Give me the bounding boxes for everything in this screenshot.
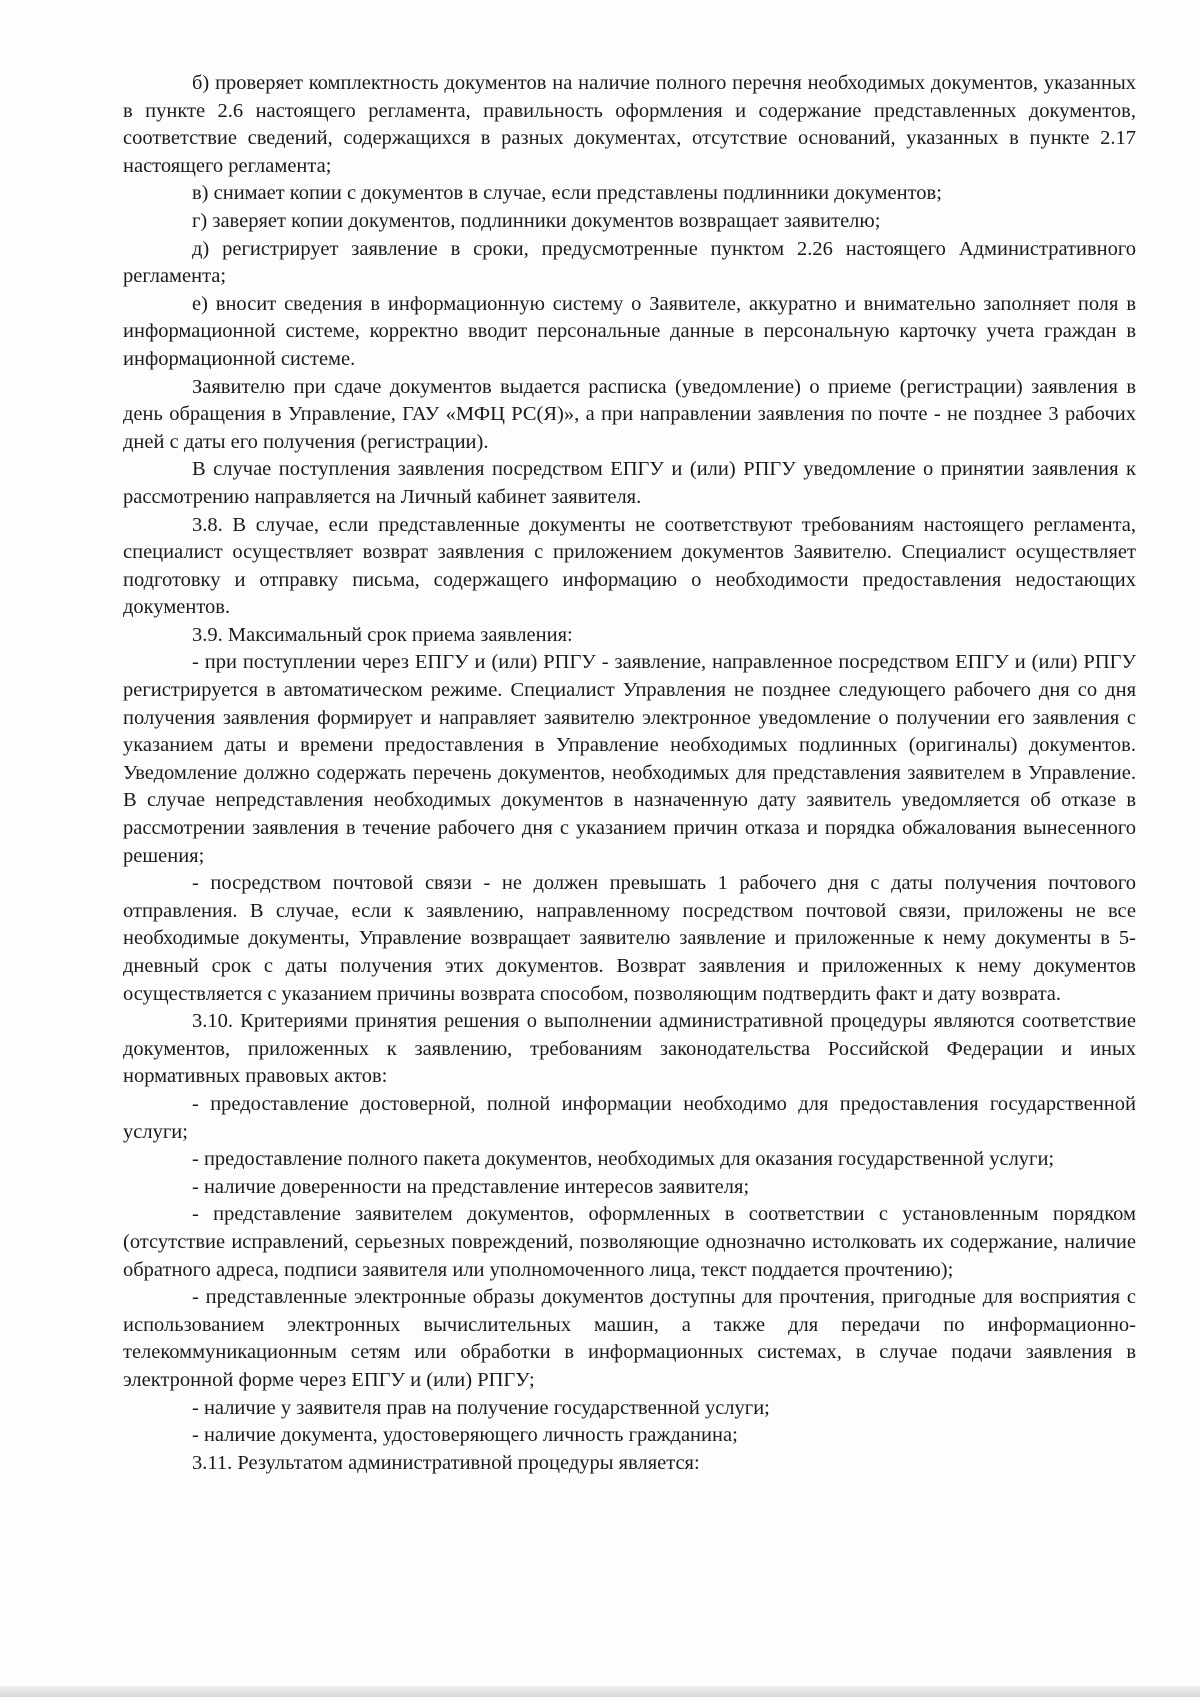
paragraph-item-v: в) снимает копии с документов в случае, если представлены подлинники документов; <box>192 182 942 205</box>
paragraph-3-11: 3.11. Результатом административной процедуры является: <box>192 1451 700 1474</box>
document-body <box>123 70 1136 1477</box>
paragraph-criterion-7: - наличие документа, удостоверяющего личность гражданина; <box>192 1424 738 1447</box>
paragraph-criterion-1: - предоставление достоверной, полной информации необходимо для предоставления государственной услуги; <box>123 1092 1136 1143</box>
paragraph-criterion-6: - наличие у заявителя прав на получение государственной услуги; <box>192 1396 770 1419</box>
paragraph-3-10: 3.10. Критериями принятия решения о выполнении административной процедуры являются соответствие документов, приложенных к заявлению, требованиям законодательства Российской Федерации и иных нормативных правовых актов: <box>123 1010 1136 1088</box>
paragraph-criterion-5: - представленные электронные образы документов доступны для прочтения, пригодные для восприятия с использованием электронных вычислительных машин, а также для передачи по информационно-телекоммуникационным сетям или обработки в информационных системах, в случае подачи заявления в электронной форме через ЕПГУ и (или) РПГУ; <box>123 1286 1136 1391</box>
paragraph-3-9-epgu: - при поступлении через ЕПГУ и (или) РПГУ - заявление, направленное посредством ЕПГУ и (или) РПГУ регистрируется в автоматическом режиме. Специалист Управления не позднее следующего рабочего дня со дня получения заявления формирует и направляет заявителю электронное уведомление о получении его заявления с указанием даты и времени предоставления в Управление необходимых подлинных (оригиналы) документов. Уведомление должно содержать перечень документов, необходимых для представления заявителем в Управление. В случае непредставления необходимых документов в назначенную дату заявитель уведомляется об отказе в рассмотрении заявления в течение рабочего дня с указанием причин отказа и порядка обжалования вынесенного решения; <box>123 651 1136 867</box>
paragraph-receipt: Заявителю при сдаче документов выдается расписка (уведомление) о приеме (регистрации) заявления в день обращения в Управление, ГАУ «МФЦ РС(Я)», а при направлении заявления по почте - не позднее 3 рабочих дней с даты его получения (регистрации). <box>123 375 1136 453</box>
paragraph-criterion-3: - наличие доверенности на представление интересов заявителя; <box>192 1175 750 1198</box>
paragraph-item-g: г) заверяет копии документов, подлинники документов возвращает заявителю; <box>192 209 881 232</box>
paragraph-3-8: 3.8. В случае, если представленные документы не соответствуют требованиям настоящего регламента, специалист осуществляет возврат заявления с приложением документов Заявителю. Специалист осуществляет подготовку и отправку письма, содержащего информацию о необходимости предоставления недостающих документов. <box>123 513 1136 619</box>
paragraph-3-9: 3.9. Максимальный срок приема заявления: <box>192 623 573 646</box>
paragraph-3-9-post: - посредством почтовой связи - не должен превышать 1 рабочего дня с даты получения почтового отправления. В случае, если к заявлению, направленному посредством почтовой связи, приложены не все необходимые документы, Управление возвращает заявителю заявление и приложенные к нему документы в 5-дневный срок с даты получения этих документов. Возврат заявления и приложенных к нему документов осуществляется с указанием причины возврата способом, позволяющим подтвердить факт и дату возврата. <box>123 872 1136 1005</box>
paragraph-item-d: д) регистрирует заявление в сроки, предусмотренные пунктом 2.26 настоящего Административного регламента; <box>123 237 1136 288</box>
page-bottom-edge <box>0 1686 1200 1697</box>
paragraph-item-e: е) вносит сведения в информационную систему о Заявителе, аккуратно и внимательно заполняет поля в информационной системе, корректно вводит персональные данные в персональную карточку учета граждан в информационной системе. <box>123 292 1136 370</box>
paragraph-criterion-2: - предоставление полного пакета документов, необходимых для оказания государственной услуги; <box>192 1148 1055 1171</box>
paragraph-item-b: б) проверяет комплектность документов на наличие полного перечня необходимых документов, указанных в пункте 2.6 настоящего регламента, правильность оформления и содержание представленных документов, соответствие сведений, содержащихся в разных документах, отсутствие оснований, указанных в пункте 2.17 настоящего регламента; <box>123 72 1136 177</box>
paragraph-criterion-4: - представление заявителем документов, оформленных в соответствии с установленным порядком (отсутствие исправлений, серьезных повреждений, позволяющие однозначно истолковать их содержание, наличие обратного адреса, подписи заявителя или уполномоченного лица, текст поддается прочтению); <box>123 1203 1136 1281</box>
paragraph-epgu-notice: В случае поступления заявления посредством ЕПГУ и (или) РПГУ уведомление о принятии заявления к рассмотрению направляется на Личный кабинет заявителя. <box>123 458 1136 508</box>
